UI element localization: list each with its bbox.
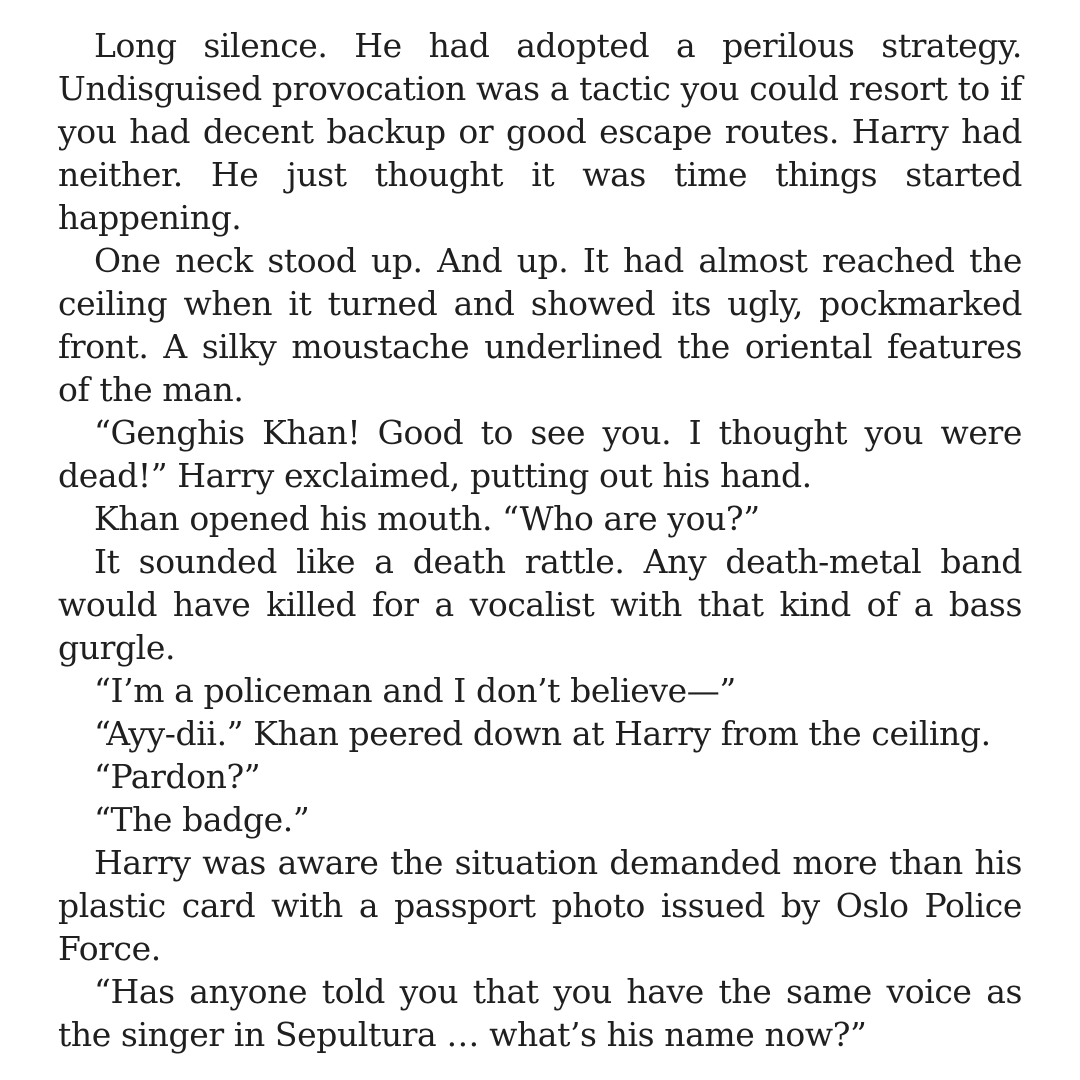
paragraph-11: “Has anyone told you that you have the same voice as the singer in Sepultura … what’s his name now?” [58,972,1022,1054]
paragraph-3: “Genghis Khan! Good to see you. I thought you were dead!” Harry exclaimed, putting out his hand. [58,413,1022,495]
paragraph-7: “Ayy-dii.” Khan peered down at Harry from the ceiling. [94,714,991,753]
paragraph-10: Harry was aware the situation demanded more than his plastic card with a passport photo issued by Oslo Police Force. [58,843,1022,968]
paragraph-8: “Pardon?” [94,757,261,796]
paragraph-4: Khan opened his mouth. “Who are you?” [94,499,760,538]
paragraph-9: “The badge.” [94,800,310,839]
book-text-column [58,0,1022,1056]
paragraph-6: “I’m a policeman and I don’t believe—” [94,671,736,710]
paragraph-2: One neck stood up. And up. It had almost reached the ceiling when it turned and showed its ugly, pockmarked front. A silky moustache underlined the oriental features of the man. [58,241,1022,409]
paragraph-1: Long silence. He had adopted a perilous strategy. Undisguised provocation was a tactic you could resort to if you had decent backup or good escape routes. Harry had neither. He just thought it was time things started happening. [58,26,1022,237]
paragraph-5: It sounded like a death rattle. Any death-metal band would have killed for a vocalist with that kind of a bass gurgle. [58,542,1022,667]
partial-previous-line [58,0,1022,24]
